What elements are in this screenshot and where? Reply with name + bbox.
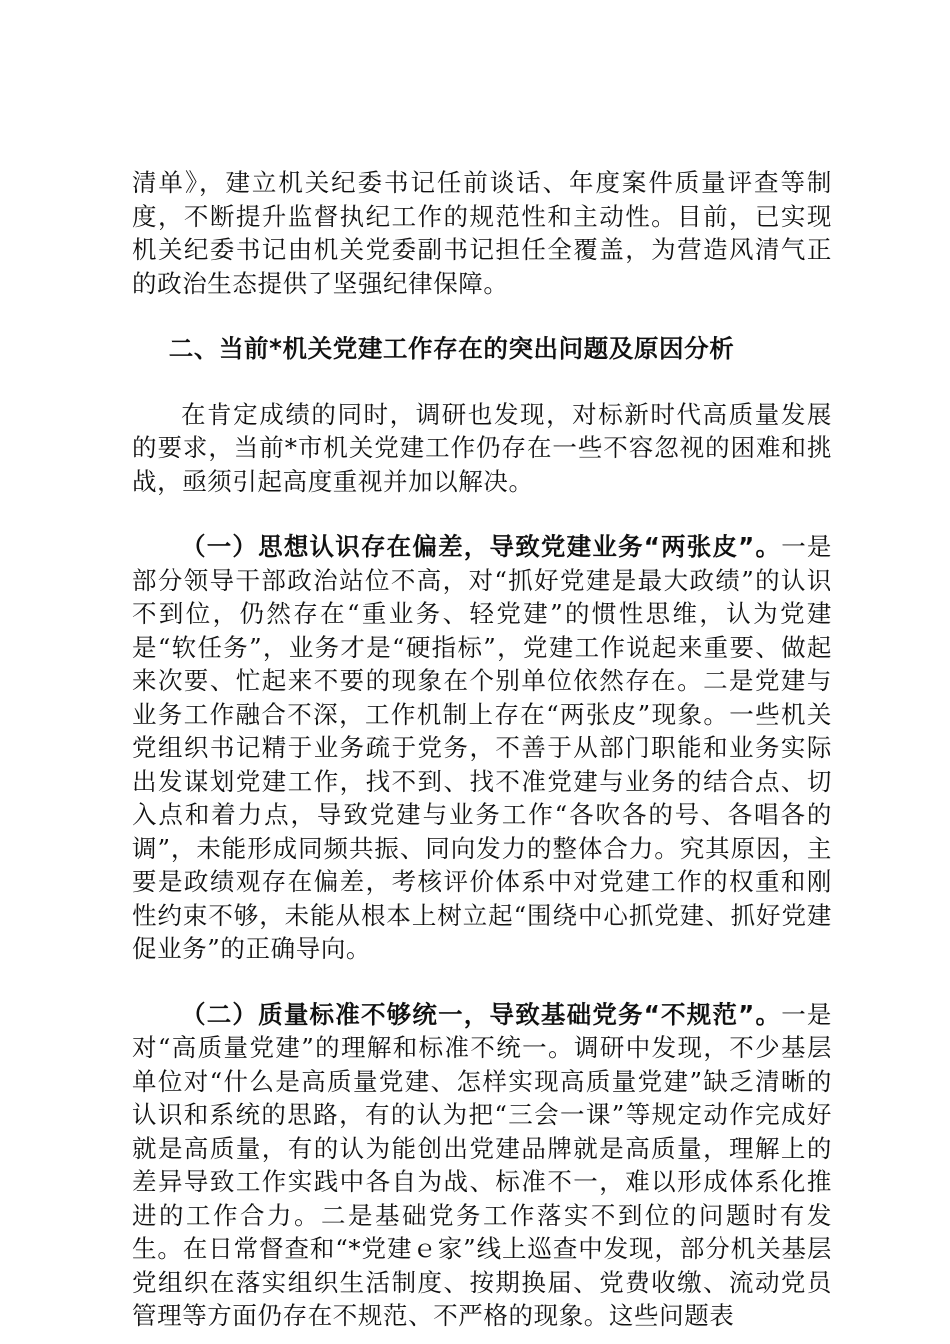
point-two-title: （二）质量标准不够统一，导致基础党务“不规范”。 [181, 999, 782, 1029]
document-body [132, 166, 832, 1333]
paragraph-point-two [132, 998, 832, 1333]
paragraph-continuation: 清单》，建立机关纪委书记任前谈话、年度案件质量评查等制度，不断提升监督执纪工作的规范性和主动性。目前，已实现机关纪委书记由机关党委副书记担任全覆盖，为营造风清气正的政治生态提供了坚强纪律保障。 [132, 168, 832, 298]
paragraph-intro-text: 在肯定成绩的同时，调研也发现，对标新时代高质量发展的要求，当前*市机关党建工作仍存在一些不容忽视的困难和挑战，亟须引起高度重视并加以解决。 [132, 399, 832, 496]
section-heading: 二、当前*机关党建工作存在的突出问题及原因分析 [168, 334, 735, 363]
point-one-body: 一是部分领导干部政治站位不高，对“抓好党建是最大政绩”的认识不到位，仍然存在“重业务、轻党建”的惯性思维，认为党建是“软任务”，业务才是“硬指标”，党建工作说起来重要、做起来次要、忙起来不要的现象在个别单位依然存在。二是党建与业务工作融合不深，工作机制上存在“两张皮”现象。一些机关党组织书记精于业务疏于党务，不善于从部门职能和业务实际出发谋划党建工作，找不到、找不准党建与业务的结合点、切入点和着力点，导致党建与业务工作“各吹各的号、各唱各的调”，未能形成同频共振、同向发力的整体合力。究其原因，主要是政绩观存在偏差，考核评价体系中对党建工作的权重和刚性约束不够，未能从根本上树立起“围绕中心抓党建、抓好党建促业务”的正确导向。 [132, 532, 832, 963]
point-one-title: （一）思想认识存在偏差，导致党建业务“两张皮”。 [181, 532, 782, 561]
paragraph-point-one [132, 530, 832, 966]
paragraph-intro [132, 398, 832, 499]
point-two-body: 一是对“高质量党建”的理解和标准不统一。调研中发现，不少基层单位对“什么是高质量党建、怎样实现高质量党建”缺乏清晰的认识和系统的思路，有的认为把“三会一课”等规定动作完成好就是高质量，有的认为能创出党建品牌就是高质量，理解上的差异导致工作实践中各自为战、标准不一，难以形成体系化推进的工作合力。二是基础党务工作落实不到位的问题时有发生。在日常督查和“*党建ｅ家”线上巡查中发现，部分机关基层党组织在落实组织生活制度、按期换届、党费收缴、流动党员管理等方面仍存在不规范、不严格的现象。这些问题表 [132, 999, 832, 1330]
